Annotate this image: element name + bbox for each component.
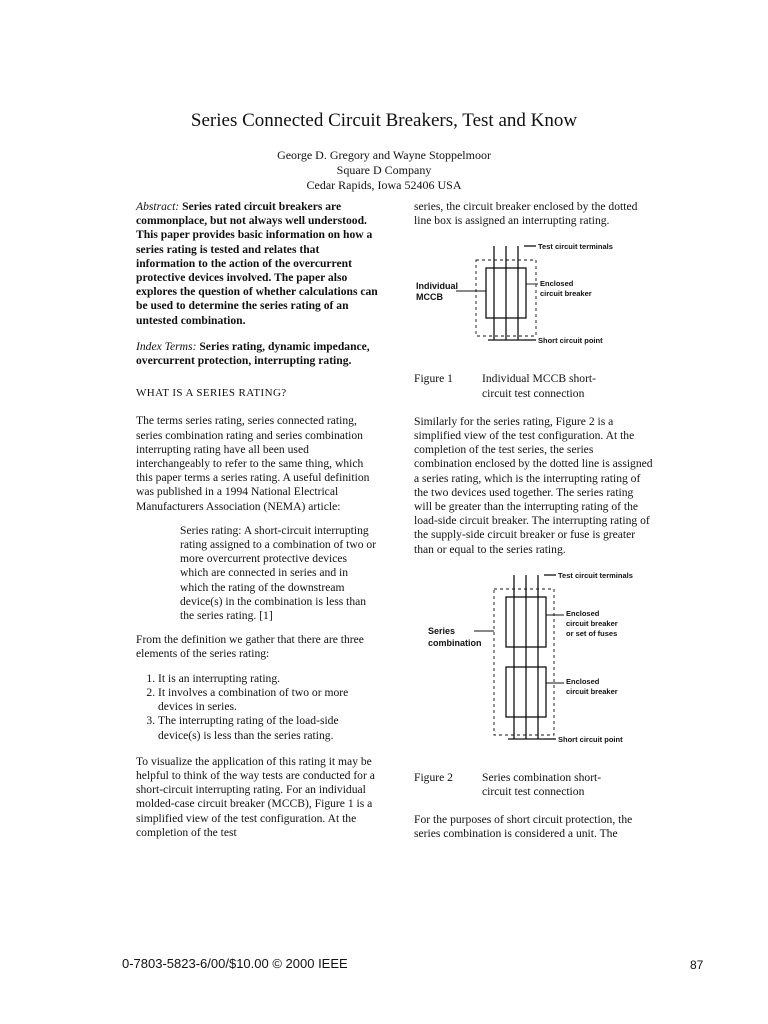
paragraph: The terms series rating, series connected rating, series combination rating and series combination interrupting rating have all been used interchangeably to refer to the same thing, which this paper terms a series rating. A useful definition was published in a 1994 National Electrical Manufacturers Association (NEMA) article: bbox=[136, 414, 370, 513]
fig2-short-point-label: Short circuit point bbox=[558, 734, 623, 744]
author-location: Cedar Rapids, Iowa 52406 USA bbox=[306, 178, 462, 192]
index-terms-label: Index Terms bbox=[136, 339, 193, 353]
element-list bbox=[136, 672, 378, 743]
figure-2-caption-text: Series combination short-circuit test connection bbox=[482, 770, 602, 799]
fig2-upper-enclosed-label: or set of fuses bbox=[566, 628, 618, 638]
paragraph: From the definition we gather that there are three elements of the series rating: bbox=[136, 633, 364, 661]
figure-1-caption bbox=[414, 372, 654, 400]
fig1-mccb-label: MCCB bbox=[416, 292, 443, 303]
author-block bbox=[0, 148, 768, 193]
fig1-test-terminals-label: Test circuit terminals bbox=[538, 242, 613, 252]
page-number: 87 bbox=[690, 958, 704, 972]
abstract-label: Abstract bbox=[136, 200, 176, 213]
paragraph: To visualize the application of this rating it may be helpful to think of the way tests are conducted for a short-circuit interrupting rating. For an individual molded-case circuit breaker (MCCB), Figure 1 is a simplified view of the test configuration. At the completion of the test bbox=[136, 754, 375, 839]
figure-1 bbox=[414, 238, 654, 400]
figure-1-caption-text: Individual MCCB short-circuit test connection bbox=[482, 372, 597, 400]
figure-1-number: Figure 1 bbox=[414, 372, 453, 386]
paragraph: series, the circuit breaker enclosed by the dotted line box is assigned an interrupting rating. bbox=[414, 200, 638, 228]
paragraph: Similarly for the series rating, Figure 2 is a simplified view of the test configuration. At the completion of the test series, the series combination enclosed by the dotted line is assigned a series rating, which is the interrupting rating of the two devices used together. The series rating will be greater than the interrupting rating of the load-side circuit breaker. The interrupting rating of the supply-side circuit breaker or fuse is greater than or equal to the series rating. bbox=[414, 414, 653, 556]
fig1-enclosed-label: circuit breaker bbox=[540, 289, 592, 299]
paragraph: For the purposes of short circuit protection, the series combination is considered a unit. The bbox=[414, 813, 633, 841]
figure-2-diagram bbox=[414, 567, 654, 767]
author-names: George D. Gregory and Wayne Stoppelmoor bbox=[277, 148, 491, 162]
fig2-upper-enclosed-label: circuit breaker bbox=[566, 618, 618, 628]
list-item: 3. The interrupting rating of the load-side device(s) is less than the series rating. bbox=[158, 714, 378, 742]
figure-2-caption bbox=[414, 771, 654, 799]
author-company: Square D Company bbox=[336, 163, 432, 177]
figure-1-diagram bbox=[414, 238, 654, 368]
right-column bbox=[414, 200, 654, 852]
figure-2-number: Figure 2 bbox=[414, 770, 453, 784]
fig2-lower-enclosed-label: circuit breaker bbox=[566, 686, 618, 696]
index-terms: Index Terms: Series rating, dynamic impedance, overcurrent protection, interrupting rating. bbox=[136, 339, 370, 368]
index-terms-text: Series rating, dynamic impedance, overcurrent protection, interrupting rating. bbox=[136, 339, 370, 368]
fig1-enclosed-label: Enclosed bbox=[540, 279, 574, 289]
fig1-mccb-label: Individual bbox=[416, 281, 459, 292]
fig2-series-label: Series bbox=[428, 625, 456, 636]
fig1-short-point-label: Short circuit point bbox=[538, 336, 603, 346]
fig2-lower-enclosed-label: Enclosed bbox=[566, 676, 600, 686]
footer-isbn: 0-7803-5823-6/00/$10.00 © 2000 IEEE bbox=[122, 956, 348, 971]
section-heading: WHAT IS A SERIES RATING? bbox=[136, 387, 287, 400]
list-item: 2. It involves a combination of two or more devices in series. bbox=[158, 686, 378, 714]
list-item: 1. It is an interrupting rating. bbox=[158, 672, 378, 686]
paper-title: Series Connected Circuit Breakers, Test and Know bbox=[190, 110, 578, 131]
fig2-test-terminals-label: Test circuit terminals bbox=[558, 570, 633, 580]
fig2-upper-enclosed-label: Enclosed bbox=[566, 608, 600, 618]
definition-quote: Series rating: A short-circuit interrupting rating assigned to a combination of two or more overcurrent protective devices which are connected in series and in which the rating of the downstream device(s) in the combination is less than the series rating. [1] bbox=[180, 523, 377, 623]
fig2-series-label: combination bbox=[428, 637, 482, 648]
abstract-text: Series rated circuit breakers are commonplace, but not always well understood. This paper provides basic information on how a series rating is tested and relates that information to the action of the overcurrent protective devices involved. The paper also explores the question of whether calculations can be used to determine the series rating of an untested combination. bbox=[136, 200, 378, 327]
figure-2 bbox=[414, 567, 654, 799]
left-column bbox=[136, 200, 378, 850]
abstract: Abstract: Series rated circuit breakers are commonplace, but not always well understood. This paper provides basic information on how a series rating is tested and relates that information to the action of the overcurrent protective devices involved. The paper also explores the question of whether calculations can be used to determine the series rating of an untested combination. bbox=[136, 200, 378, 327]
